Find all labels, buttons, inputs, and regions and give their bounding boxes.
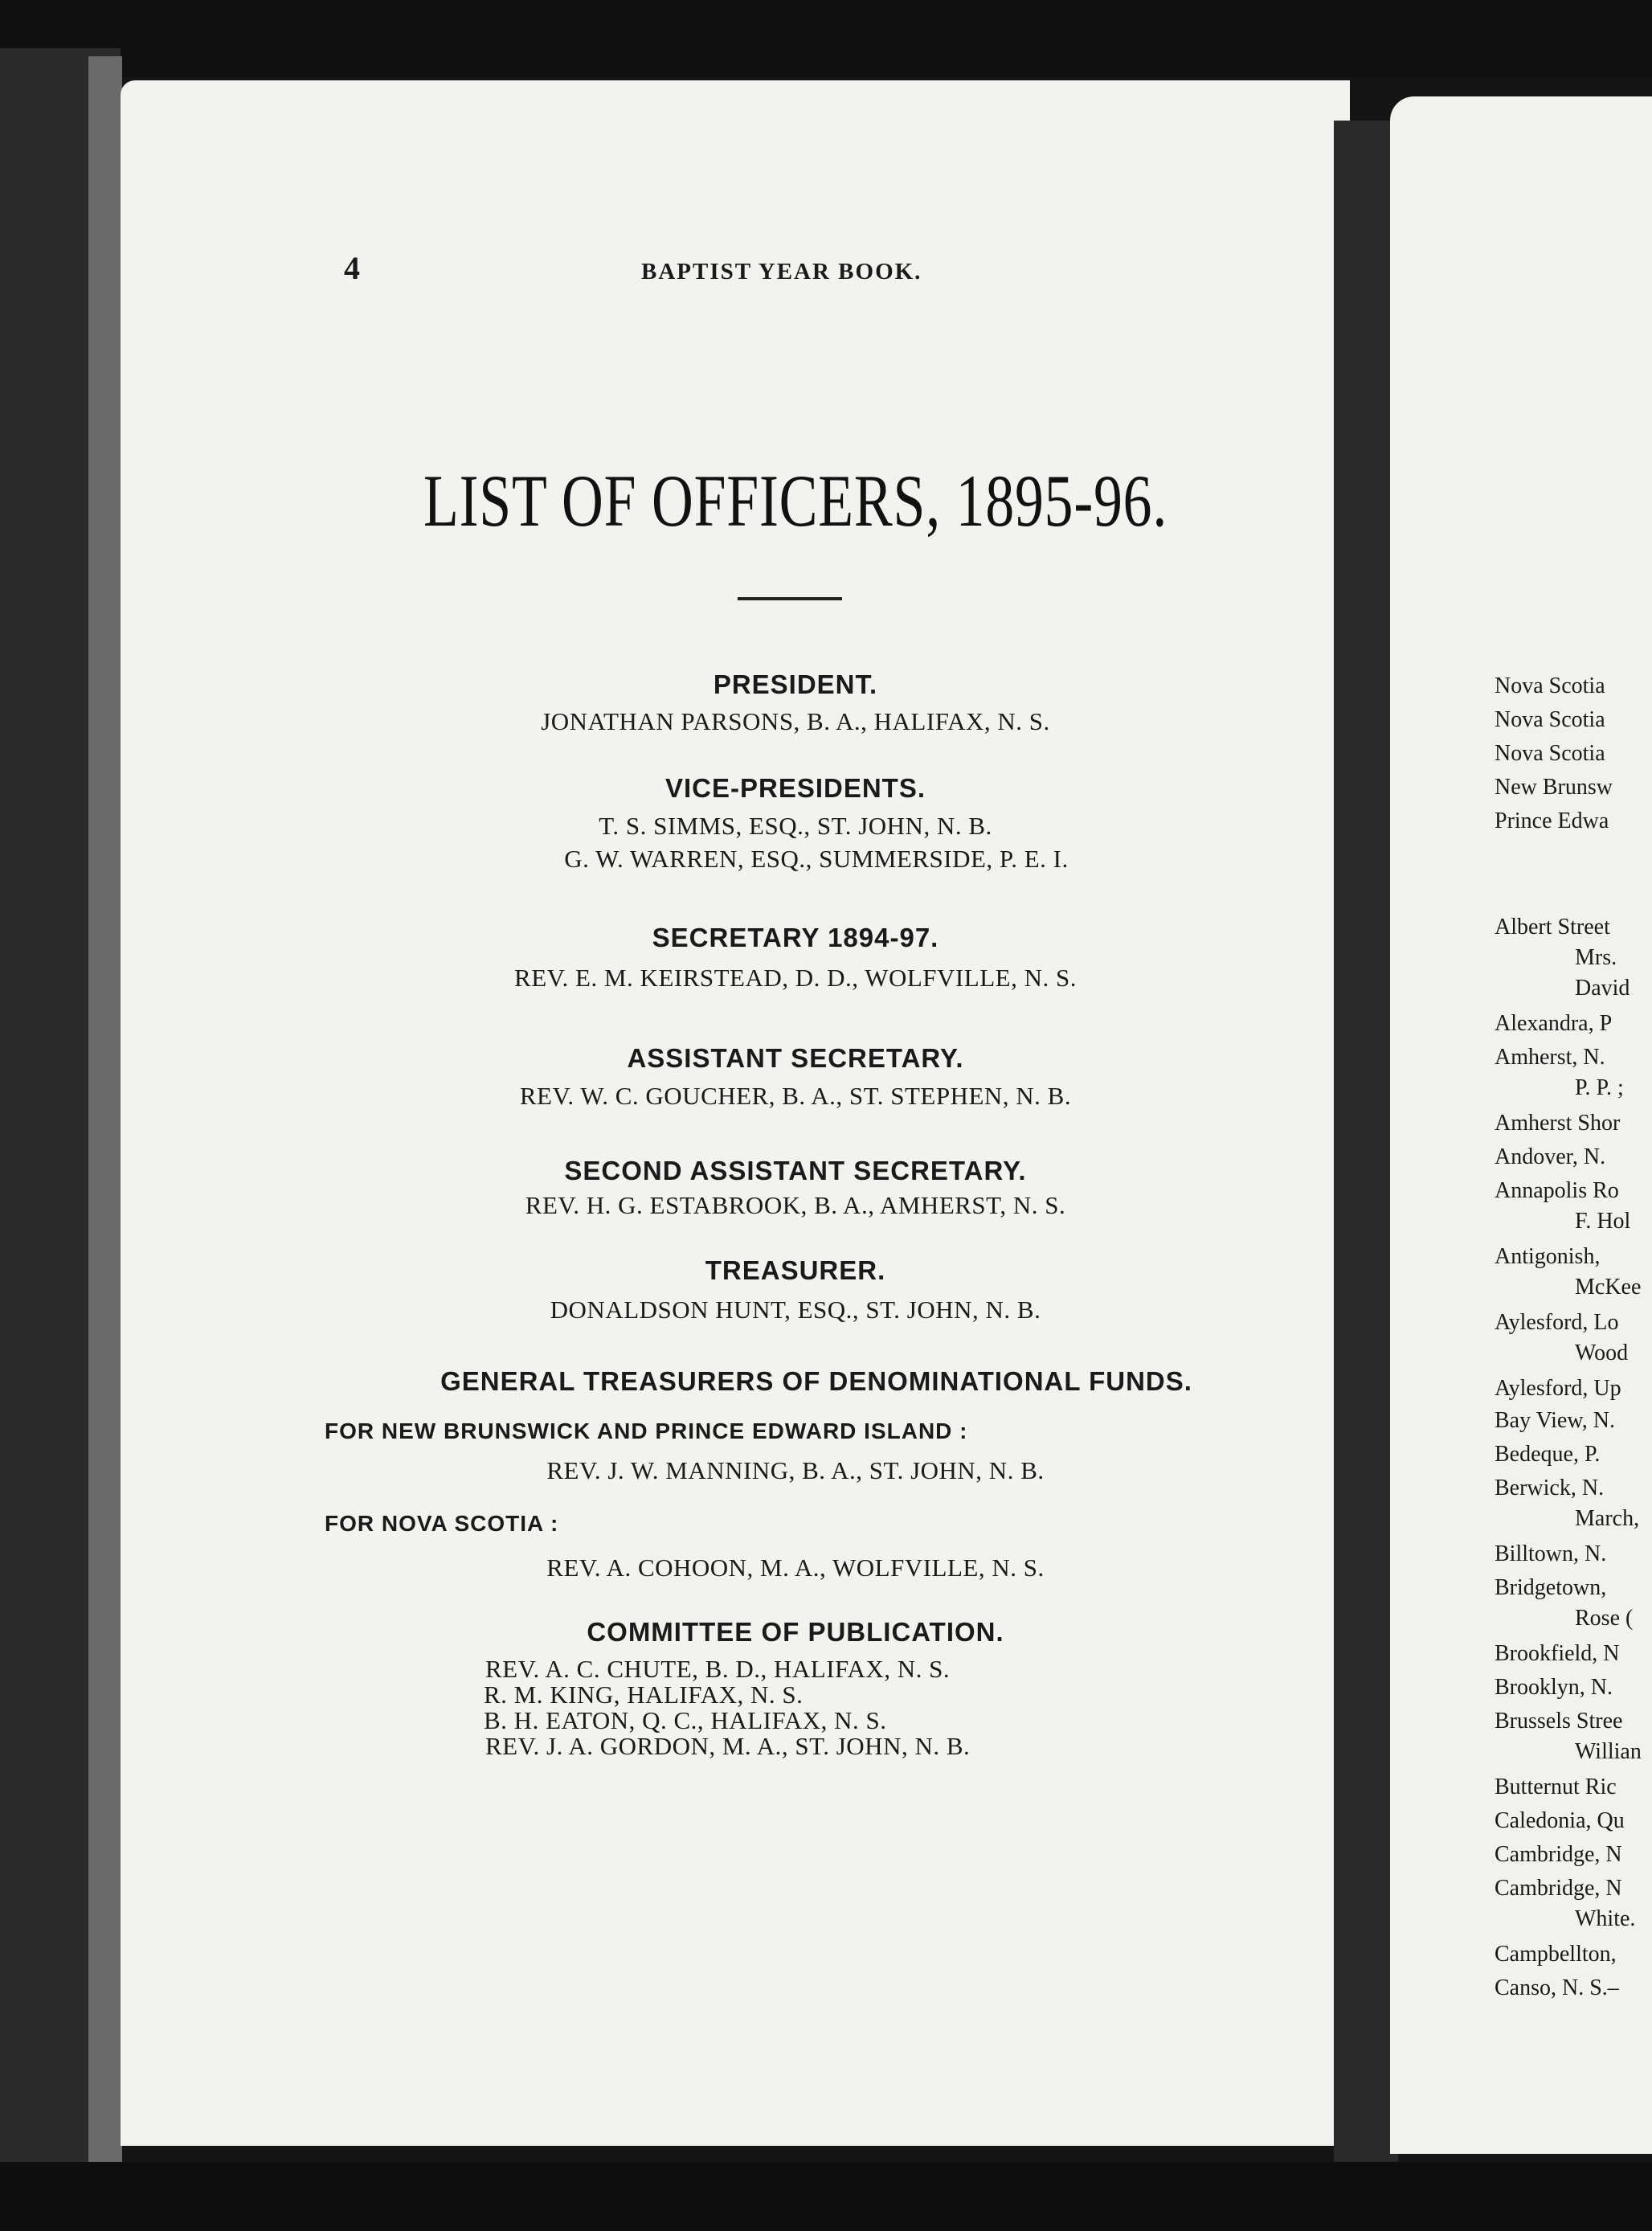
assistant-secretary-line: REV. W. C. GOUCHER, B. A., ST. STEPHEN, N. B. (519, 1082, 1072, 1110)
facing-page-line: P. P. ; (1575, 1075, 1624, 1100)
ns-treasurer-line: REV. A. COHOON, M. A., WOLFVILLE, N. S. (546, 1554, 1045, 1582)
facing-page-line: Berwick, N. (1495, 1476, 1605, 1500)
page-number: 4 (344, 250, 360, 286)
facing-page-line: Brooklyn, N. (1495, 1675, 1613, 1700)
committee-heading: COMMITTEE OF PUBLICATION. (587, 1617, 1004, 1647)
facing-page-line: Aylesford, Lo (1495, 1310, 1619, 1335)
left-page (121, 80, 1350, 2146)
facing-page-line: Bedeque, P. (1495, 1442, 1601, 1467)
facing-page-line: David (1575, 976, 1630, 1001)
vice-president-line: T. S. SIMMS, ESQ., ST. JOHN, N. B. (599, 812, 992, 840)
facing-page-line: Bridgetown, (1495, 1575, 1607, 1600)
facing-page-line: Bay View, N. (1495, 1408, 1615, 1433)
committee-member-line: R. M. KING, HALIFAX, N. S. (484, 1680, 804, 1709)
secretary-line: REV. E. M. KEIRSTEAD, D. D., WOLFVILLE, N. S. (514, 964, 1077, 992)
facing-page-line: Butternut Ric (1495, 1775, 1617, 1799)
facing-page-line: Willian (1575, 1739, 1642, 1764)
scan-border-bottom (0, 2162, 1652, 2231)
assistant-secretary-heading: ASSISTANT SECRETARY. (627, 1043, 964, 1073)
facing-page-line: Rose ( (1575, 1606, 1634, 1631)
facing-page-line: Wood (1575, 1341, 1629, 1365)
committee-member-line: REV. J. A. GORDON, M. A., ST. JOHN, N. B. (485, 1732, 971, 1760)
second-assistant-secretary-heading: SECOND ASSISTANT SECRETARY. (564, 1156, 1027, 1185)
facing-page-line: Billtown, N. (1495, 1541, 1607, 1566)
facing-page-line: McKee (1575, 1275, 1642, 1300)
facing-page-line: Andover, N. (1495, 1144, 1606, 1169)
facing-page-line: White. (1575, 1906, 1636, 1931)
president-line: JONATHAN PARSONS, B. A., HALIFAX, N. S. (541, 707, 1050, 735)
running-head: BAPTIST YEAR BOOK. (641, 259, 922, 285)
nb-pei-label: FOR NEW BRUNSWICK AND PRINCE EDWARD ISLAND : (325, 1418, 968, 1443)
ns-label: FOR NOVA SCOTIA : (325, 1511, 559, 1536)
page-title: LIST OF OFFICERS, 1895-96. (423, 460, 1168, 542)
facing-page-line: Antigonish, (1495, 1244, 1601, 1269)
president-heading: PRESIDENT. (713, 669, 878, 699)
vice-presidents-heading: VICE-PRESIDENTS. (664, 773, 926, 803)
facing-page-line: Brookfield, N (1495, 1641, 1620, 1666)
facing-page-line: Mrs. (1575, 945, 1617, 970)
secretary-heading: SECRETARY 1894-97. (652, 923, 939, 952)
facing-page-line: Campbellton, (1495, 1942, 1617, 1967)
second-assistant-secretary-line: REV. H. G. ESTABROOK, B. A., AMHERST, N. S. (525, 1191, 1066, 1219)
facing-page-line: Aylesford, Up (1495, 1376, 1621, 1401)
facing-page-line: Amherst, N. (1495, 1045, 1605, 1070)
facing-page-line: F. Hol (1575, 1209, 1631, 1234)
facing-page-line: Cambridge, N (1495, 1842, 1622, 1867)
vice-president-line: G. W. WARREN, ESQ., SUMMERSIDE, P. E. I. (564, 845, 1069, 873)
facing-page-line: Prince Edwa (1495, 808, 1609, 833)
book-gutter (1334, 121, 1398, 2162)
nb-pei-treasurer-line: REV. J. W. MANNING, B. A., ST. JOHN, N. B. (546, 1456, 1045, 1484)
committee-member-line: B. H. EATON, Q. C., HALIFAX, N. S. (484, 1706, 887, 1734)
book-spine-strip (88, 56, 122, 2162)
facing-page-line: March, (1575, 1506, 1640, 1531)
facing-page-line: Alexandra, P (1495, 1011, 1613, 1036)
facing-page-line: Caledonia, Qu (1495, 1808, 1625, 1833)
facing-page-line: Albert Street (1495, 915, 1610, 939)
facing-page-line: Cambridge, N (1495, 1876, 1622, 1901)
treasurer-line: DONALDSON HUNT, ESQ., ST. JOHN, N. B. (550, 1296, 1041, 1324)
facing-page-line: Amherst Shor (1495, 1111, 1621, 1136)
facing-page-line: Annapolis Ro (1495, 1178, 1619, 1203)
facing-page-line: Brussels Stree (1495, 1709, 1623, 1734)
facing-page-line: Nova Scotia (1495, 741, 1605, 766)
committee-member-line: REV. A. C. CHUTE, B. D., HALIFAX, N. S. (485, 1655, 951, 1683)
treasurer-heading: TREASURER. (705, 1255, 886, 1285)
general-treasurers-heading: GENERAL TREASURERS OF DENOMINATIONAL FUNDS. (440, 1366, 1192, 1396)
title-rule (738, 597, 842, 600)
facing-page-line: Nova Scotia (1495, 673, 1605, 698)
facing-page-line: Nova Scotia (1495, 707, 1605, 732)
facing-page-line: Canso, N. S.– (1495, 1975, 1619, 2000)
page-header (0, 249, 1652, 289)
scan-border-top (0, 0, 1652, 77)
facing-page-line: New Brunsw (1495, 775, 1613, 800)
